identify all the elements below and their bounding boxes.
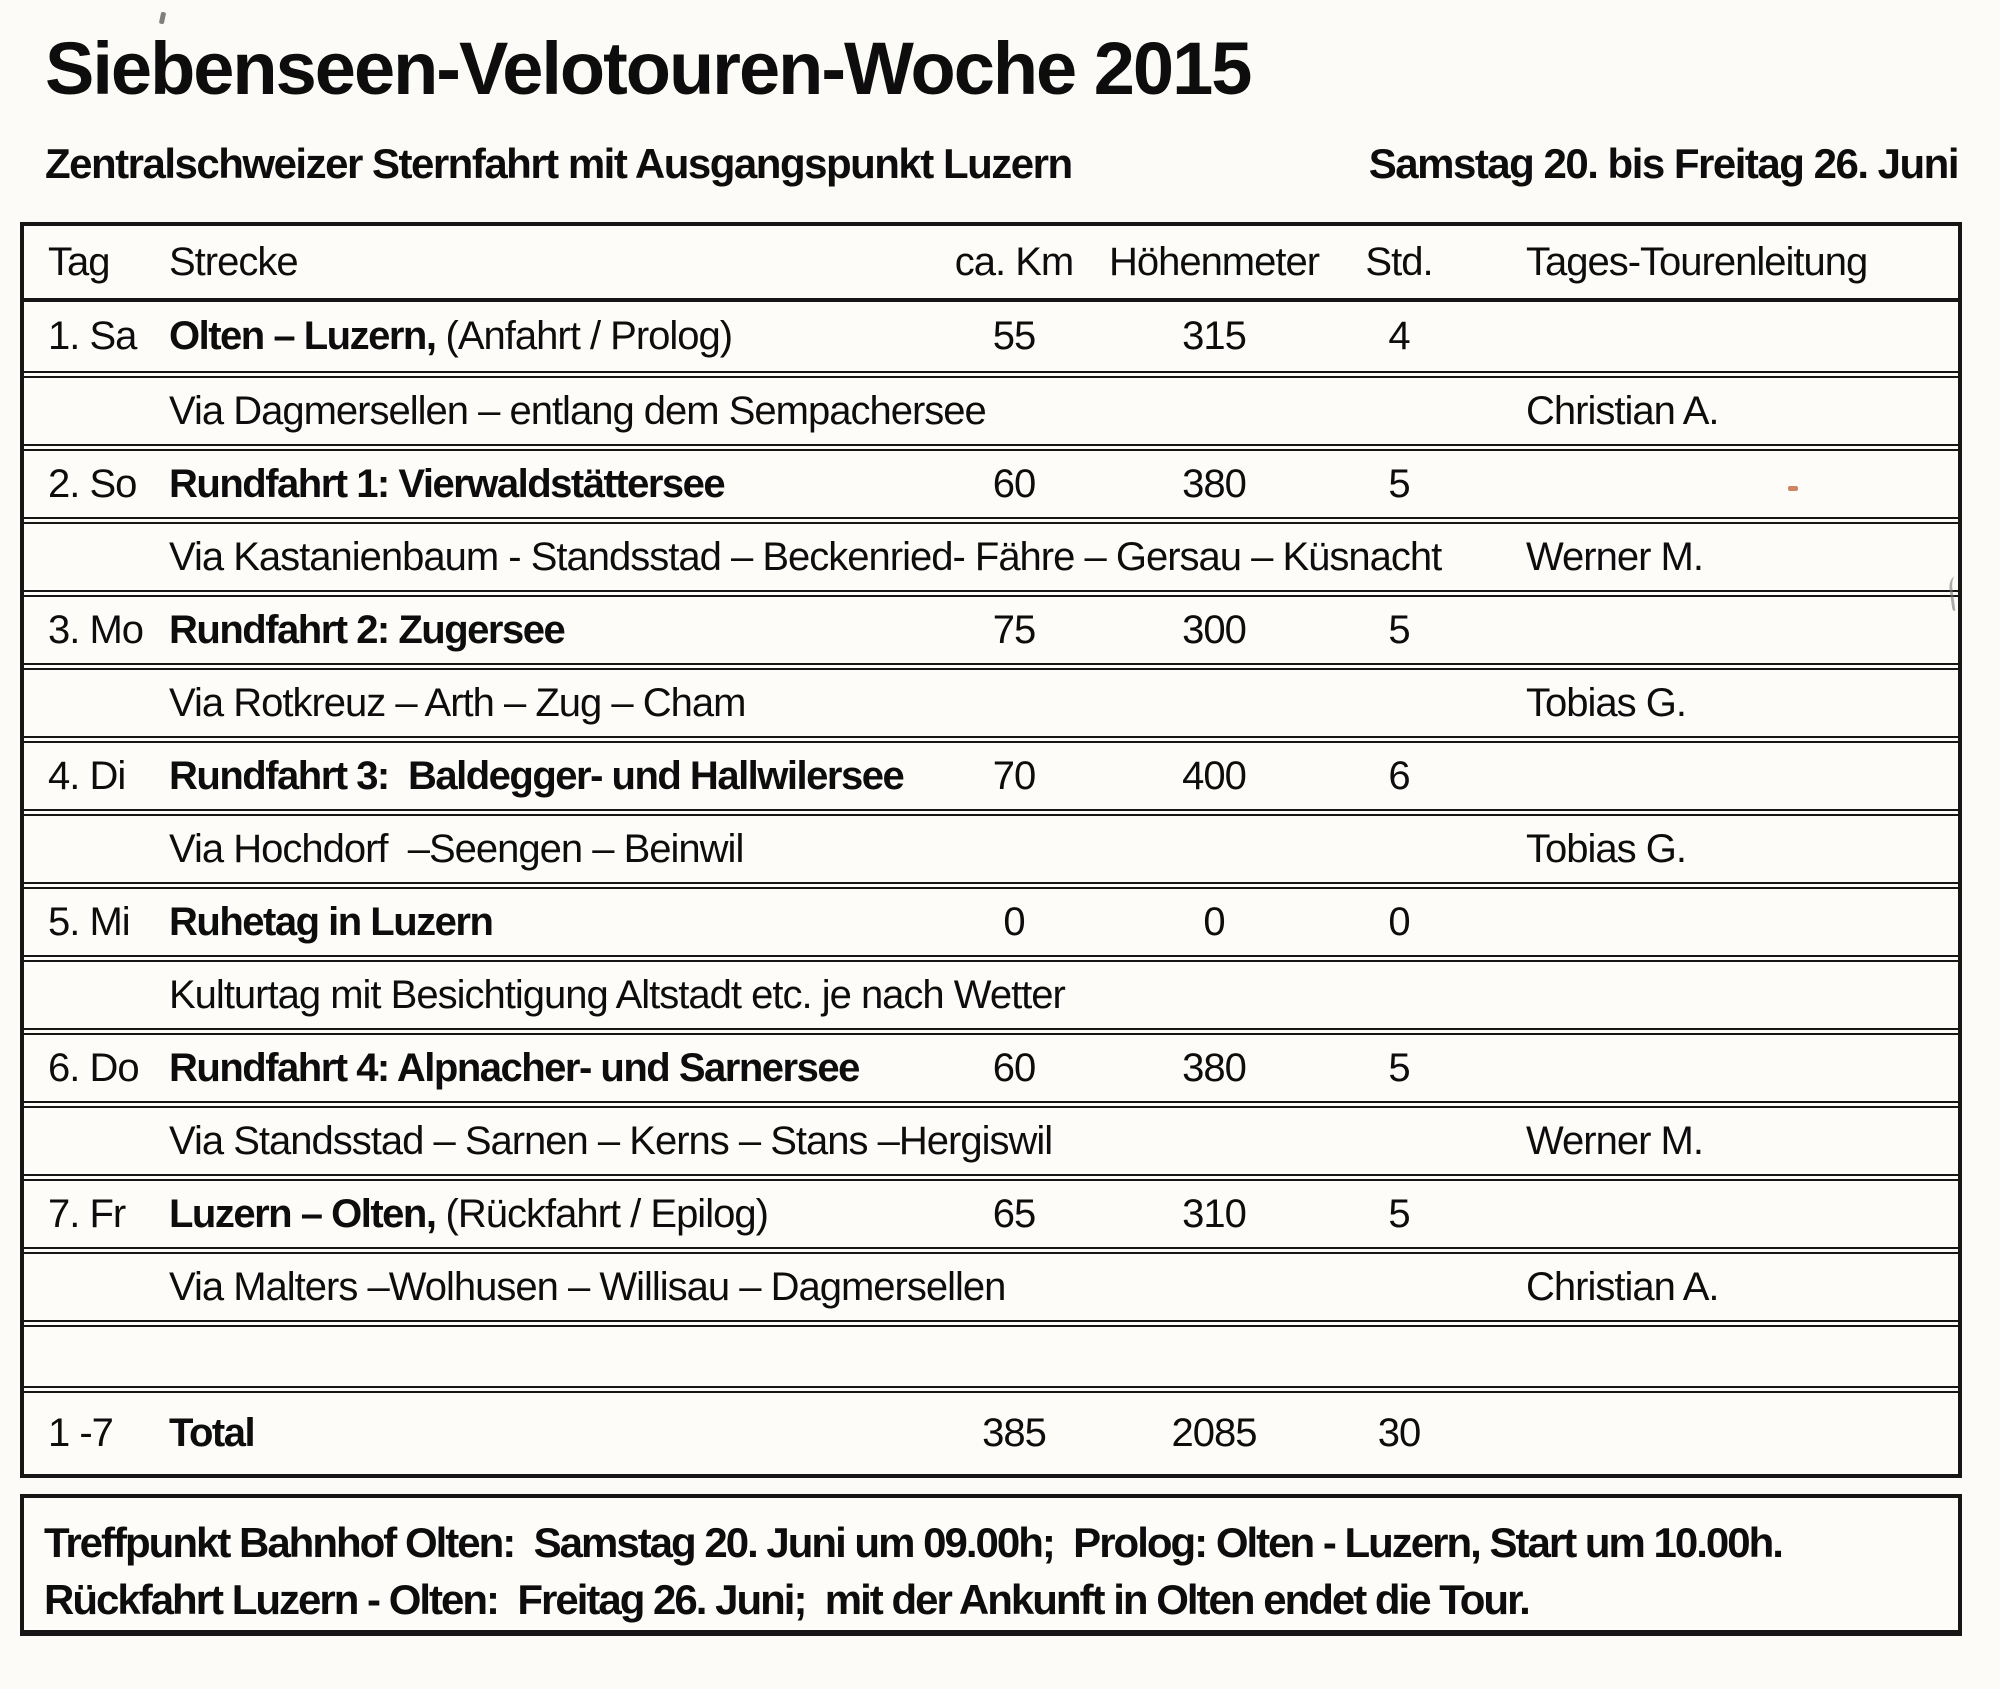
table-row-day-7 <box>24 1174 1958 1247</box>
leader-cell: Christian A. <box>1526 1264 1719 1309</box>
table-row-via-7 <box>24 1247 1958 1320</box>
route-cell <box>164 314 934 359</box>
tour-schedule-table <box>20 222 1962 1478</box>
hoehenmeter-cell: 400 <box>1182 753 1246 798</box>
table-row-empty <box>24 1320 1958 1386</box>
km-cell: 60 <box>992 1045 1036 1090</box>
total-std-cell: 30 <box>1377 1411 1421 1455</box>
via-route-cell: Via Malters –Wolhusen – Willisau – Dagmersellen <box>169 1264 1006 1309</box>
meeting-info-line-1: Treffpunkt Bahnhof Olten: Samstag 20. Juni um 09.00h; Prolog: Olten - Luzern, Start um 10.00h. <box>44 1519 1782 1566</box>
leader-cell: Christian A. <box>1526 388 1719 433</box>
total-label: Total <box>169 1411 255 1455</box>
route-cell <box>164 1046 934 1091</box>
table-row-via-5 <box>24 955 1958 1028</box>
day-cell: 1. Sa <box>48 314 137 358</box>
std-cell: 5 <box>1388 1045 1410 1090</box>
meeting-info-box <box>20 1494 1962 1636</box>
subtitle-row <box>45 140 1958 188</box>
leader-cell: Werner M. <box>1526 1118 1703 1163</box>
header-hoehenmeter: Höhenmeter <box>1108 239 1320 284</box>
route-name: Ruhetag in Luzern <box>169 899 493 944</box>
route-name: Rundfahrt 4: Alpnacher- und Sarnersee <box>169 1045 859 1090</box>
scan-artifact <box>1948 575 1972 611</box>
header-std: Std. <box>1365 239 1433 284</box>
std-cell: 5 <box>1388 1191 1410 1236</box>
km-cell: 70 <box>992 753 1036 798</box>
via-route-cell: Via Rotkreuz – Arth – Zug – Cham <box>169 680 746 725</box>
route-cell <box>164 754 934 799</box>
std-cell: 5 <box>1388 607 1410 652</box>
km-cell: 0 <box>1003 899 1025 944</box>
header-tag: Tag <box>48 239 110 284</box>
leader-cell: Tobias G. <box>1526 680 1686 725</box>
route-cell <box>164 462 934 507</box>
total-label-cell <box>164 1411 934 1456</box>
day-cell: 7. Fr <box>48 1191 126 1236</box>
hoehenmeter-cell: 380 <box>1182 1045 1246 1090</box>
meeting-info-line-2: Rückfahrt Luzern - Olten: Freitag 26. Juni; mit der Ankunft in Olten endet die Tour. <box>44 1576 1529 1623</box>
route-name: Rundfahrt 2: Zugersee <box>169 607 565 652</box>
via-route-cell: Via Kastanienbaum - Standsstad – Beckenried- Fähre – Gersau – Küsnacht <box>169 534 1442 579</box>
via-route-cell: Via Hochdorf –Seengen – Beinwil <box>169 826 744 871</box>
hoehenmeter-cell: 0 <box>1203 899 1225 944</box>
table-row-day-4 <box>24 736 1958 809</box>
route-cell <box>164 1192 934 1237</box>
hoehenmeter-cell: 300 <box>1182 607 1246 652</box>
route-note: (Rückfahrt / Epilog) <box>435 1191 768 1236</box>
route-name: Rundfahrt 1: Vierwaldstättersee <box>169 461 725 506</box>
via-route-cell: Via Dagmersellen – entlang dem Sempachersee <box>169 388 986 433</box>
hoehenmeter-cell: 310 <box>1182 1191 1246 1236</box>
table-row-via-1 <box>24 371 1958 444</box>
std-cell: 4 <box>1388 314 1410 358</box>
day-cell: 5. Mi <box>48 899 130 944</box>
table-row-via-6 <box>24 1101 1958 1174</box>
km-cell: 60 <box>992 461 1036 506</box>
route-name: Olten – Luzern, <box>169 314 436 358</box>
km-cell: 65 <box>992 1191 1036 1236</box>
via-route-cell: Via Standsstad – Sarnen – Kerns – Stans –Hergiswil <box>169 1118 1053 1163</box>
leader-cell: Werner M. <box>1526 534 1703 579</box>
table-row-day-5 <box>24 882 1958 955</box>
header-strecke: Strecke <box>169 239 298 284</box>
total-km-cell: 385 <box>982 1411 1046 1455</box>
std-cell: 5 <box>1388 461 1410 506</box>
scan-artifact <box>1788 486 1798 491</box>
via-route-cell: Kulturtag mit Besichtigung Altstadt etc. je nach Wetter <box>169 972 1065 1017</box>
route-name: Luzern – Olten, <box>169 1191 436 1236</box>
table-row-via-3 <box>24 663 1958 736</box>
total-hoehenmeter-cell: 2085 <box>1171 1411 1257 1455</box>
std-cell: 0 <box>1388 899 1410 944</box>
day-cell: 2. So <box>48 461 137 506</box>
leader-cell: Tobias G. <box>1526 826 1686 871</box>
header-leitung: Tages-Tourenleitung <box>1526 239 1868 284</box>
page-title: Siebenseen-Velotouren-Woche 2015 <box>45 27 1251 110</box>
day-cell: 6. Do <box>48 1045 139 1090</box>
route-name: Rundfahrt 3: Baldegger- und Hallwilersee <box>169 753 904 798</box>
km-cell: 75 <box>992 607 1036 652</box>
date-range: Samstag 20. bis Freitag 26. Juni <box>1368 140 1958 187</box>
header-km: ca. Km <box>954 239 1074 284</box>
day-cell: 4. Di <box>48 753 126 798</box>
table-row-via-2 <box>24 517 1958 590</box>
route-cell <box>164 900 934 945</box>
table-row-day-6 <box>24 1028 1958 1101</box>
route-note: (Anfahrt / Prolog) <box>435 314 733 358</box>
table-row-day-1 <box>24 298 1958 371</box>
hoehenmeter-cell: 315 <box>1182 314 1246 358</box>
table-row-via-4 <box>24 809 1958 882</box>
table-header-row <box>24 226 1958 298</box>
day-cell: 3. Mo <box>48 607 144 652</box>
table-row-day-3 <box>24 590 1958 663</box>
subtitle: Zentralschweizer Sternfahrt mit Ausgangspunkt Luzern <box>45 140 1072 187</box>
table-row-day-2 <box>24 444 1958 517</box>
table-row-total <box>24 1386 1958 1474</box>
scan-artifact <box>159 12 166 25</box>
total-range-cell: 1 -7 <box>48 1411 113 1455</box>
km-cell: 55 <box>992 314 1036 358</box>
route-cell <box>164 608 934 653</box>
hoehenmeter-cell: 380 <box>1182 461 1246 506</box>
std-cell: 6 <box>1388 753 1410 798</box>
